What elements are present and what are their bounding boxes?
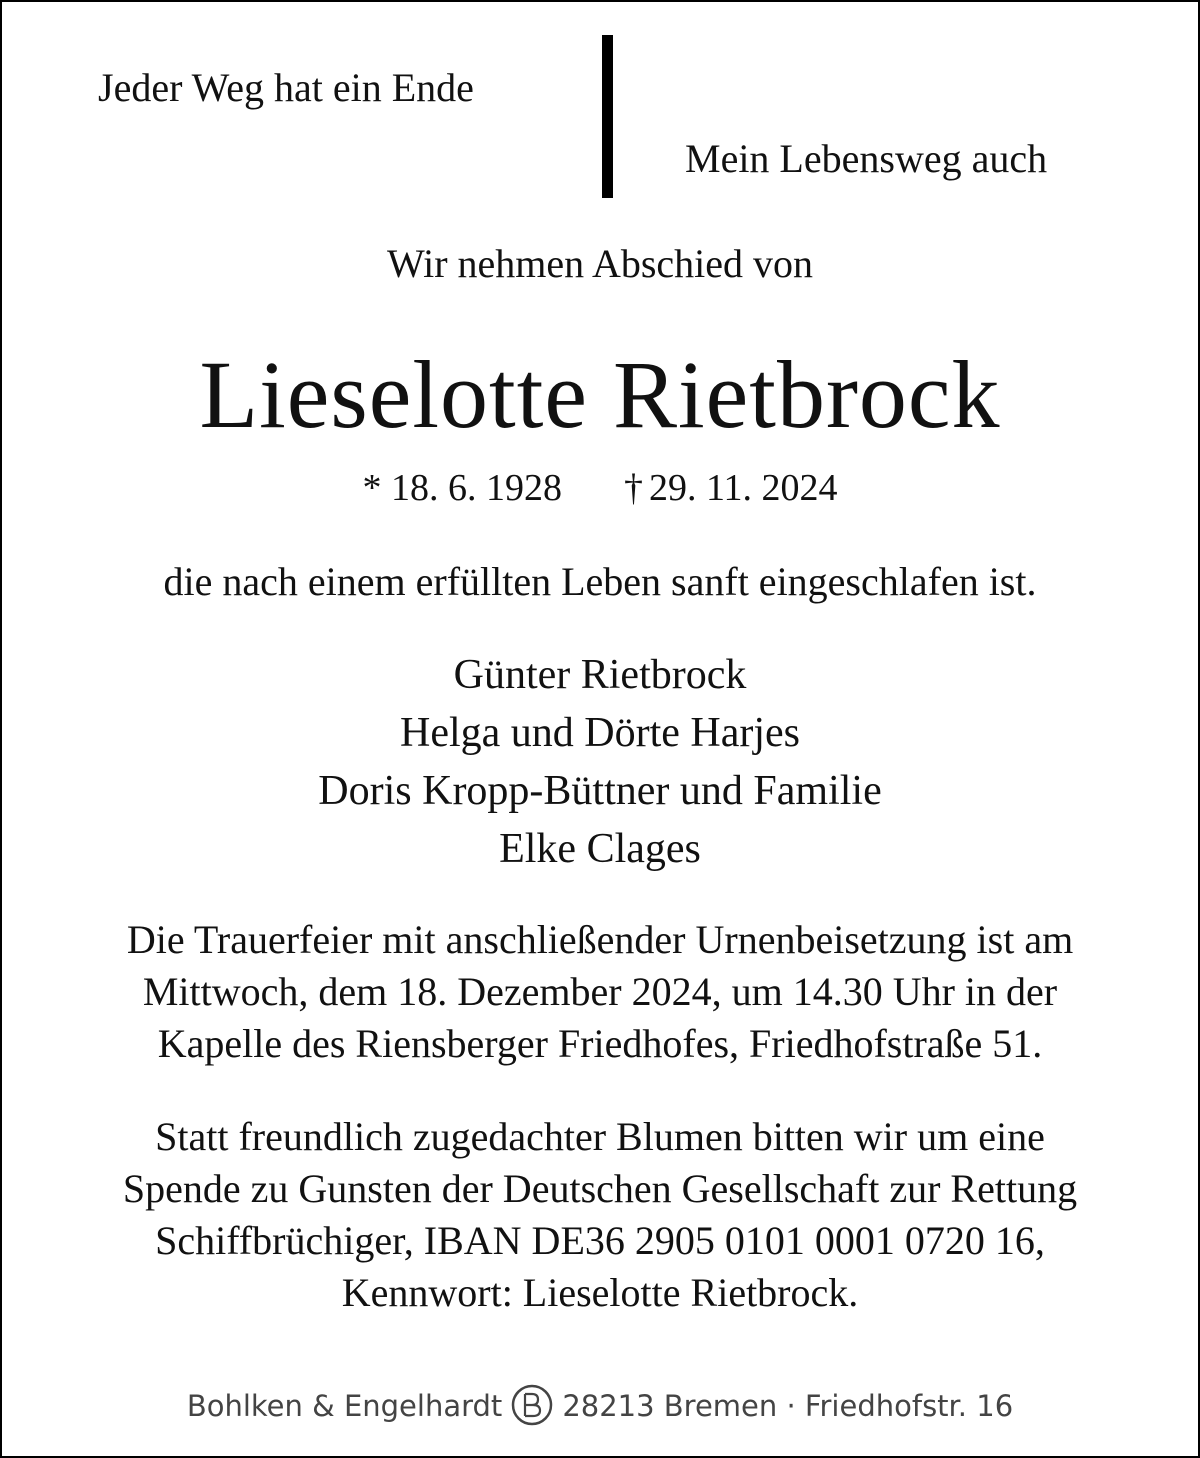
donation-info	[2, 1111, 1198, 1319]
ceremony-line: Kapelle des Riensberger Friedhofes, Friedhofstraße 51.	[157, 1021, 1043, 1066]
death-date: 29. 11. 2024	[648, 467, 838, 509]
ceremony-line: Mittwoch, dem 18. Dezember 2024, um 14.30 Uhr in der	[142, 969, 1058, 1014]
mourners-list	[2, 646, 1198, 878]
funeral-home-footer	[2, 1384, 1198, 1430]
donation-line: Spende zu Gunsten der Deutschen Gesellschaft zur Rettung	[122, 1166, 1078, 1211]
mourner-name: Helga und Dörte Harjes	[399, 710, 801, 756]
farewell-phrase: die nach einem erfüllten Leben sanft eingeschlafen ist.	[163, 559, 1037, 604]
life-dates	[2, 465, 1198, 511]
funeral-home-name: Bohlken & Engelhardt	[186, 1389, 503, 1423]
death-cross-icon: †	[623, 467, 643, 509]
donation-line: Schiffbrüchiger, IBAN DE36 2905 0101 0001 0720 16,	[155, 1218, 1045, 1263]
donation-line: Statt freundlich zugedachter Blumen bitten wir um eine	[155, 1114, 1045, 1159]
motto-left: Jeder Weg hat ein Ende	[98, 65, 474, 110]
donation-line: Kennwort: Lieselotte Rietbrock.	[341, 1270, 859, 1315]
mourner-name: Elke Clages	[499, 826, 701, 872]
mourner-name: Doris Kropp-Büttner und Familie	[318, 768, 882, 814]
funeral-home-logo-icon	[510, 1383, 554, 1427]
deceased-name: Lieselotte Rietbrock	[199, 341, 1001, 448]
funeral-home-address: 28213 Bremen · Friedhofstr. 16	[562, 1389, 1014, 1423]
motto-right: Mein Lebensweg auch	[685, 136, 1048, 181]
ceremony-line: Die Trauerfeier mit anschließender Urnenbeisetzung ist am	[126, 917, 1074, 962]
birth-date: * 18. 6. 1928	[362, 467, 562, 509]
intro-line: Wir nehmen Abschied von	[386, 241, 814, 286]
mourner-name: Günter Rietbrock	[453, 652, 747, 698]
motto-divider-bar	[602, 35, 613, 198]
ceremony-info	[2, 914, 1198, 1070]
